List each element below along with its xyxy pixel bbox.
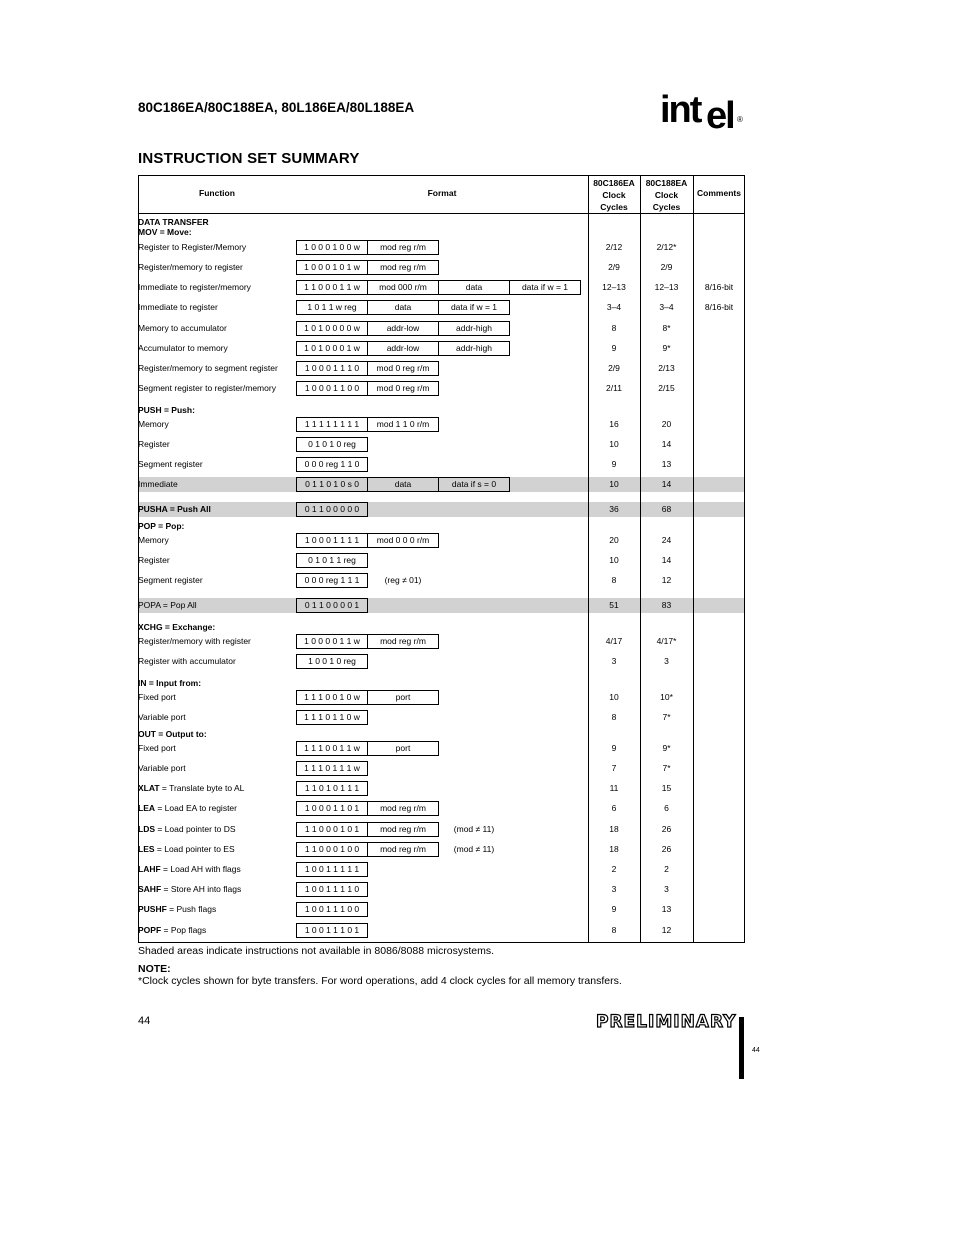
format-byte-box: 1 0 1 0 0 0 0 w: [296, 321, 368, 336]
row-function-label: [138, 656, 236, 666]
format-byte-box: 0 1 1 0 1 0 s 0: [296, 477, 368, 492]
mnemonic: PUSHF: [138, 904, 167, 914]
row-function-label: [138, 282, 251, 292]
clock-188ea: 3: [664, 884, 669, 894]
format-byte-box: 0 1 1 0 0 0 0 1: [296, 598, 368, 613]
row-function-label: [138, 343, 228, 353]
function-text: = Push All: [167, 504, 211, 514]
group-heading: IN = Input from:: [138, 678, 202, 688]
logo-text-int: int: [660, 89, 701, 131]
format-note: (mod ≠ 11): [453, 844, 495, 854]
function-text: Immediate: [138, 479, 178, 489]
section-title: INSTRUCTION SET SUMMARY: [138, 150, 360, 167]
format-byte-box: 1 0 0 0 0 1 1 w: [296, 634, 368, 649]
row-function-label: [138, 783, 244, 793]
row-function-label: [138, 439, 170, 449]
format-byte-box: 1 0 1 1 w reg: [296, 300, 368, 315]
function-text: Fixed port: [138, 743, 176, 753]
preliminary-mark: PRELIMINARY: [596, 1012, 737, 1032]
format-byte-box: 1 0 0 1 1 1 1 0: [296, 882, 368, 897]
function-text: = Load AH with flags: [160, 864, 241, 874]
row-function-label: [138, 363, 278, 373]
clock-186ea: 2: [611, 864, 617, 874]
clock-186ea: 9: [611, 459, 617, 469]
function-text: Memory to accumulator: [138, 323, 227, 333]
function-text: Segment register to register/memory: [138, 383, 276, 393]
function-text: Fixed port: [138, 692, 176, 702]
clock-188ea: 2/13: [658, 363, 675, 373]
clock-186ea: 10: [609, 479, 619, 489]
row-function-label: [138, 504, 211, 514]
row-function-label: [138, 600, 197, 610]
row-function-label: [138, 419, 169, 429]
format-byte-box: data: [367, 477, 439, 492]
format-byte-box: 1 1 1 0 1 1 1 w: [296, 761, 368, 776]
clock-186ea: 2/9: [608, 363, 620, 373]
clock-188ea: 68: [661, 504, 672, 514]
function-text: Accumulator to memory: [138, 343, 228, 353]
comment-cell: 8/16-bit: [704, 282, 734, 292]
clock-188ea: 12–13: [654, 282, 679, 292]
clock-186ea: 20: [609, 535, 619, 545]
header-80c186ea: Cycles: [600, 202, 628, 212]
row-function-label: [138, 925, 206, 935]
function-text: Register/memory to register: [138, 262, 243, 272]
clock-188ea: 7*: [662, 712, 671, 722]
header-80c186ea: 80C186EA: [593, 178, 635, 188]
row-function-label: [138, 636, 251, 646]
format-byte-box: 1 1 0 0 0 1 0 0: [296, 842, 368, 857]
row-function-label: [138, 459, 203, 469]
row-function-label: [138, 864, 241, 874]
group-heading: PUSH = Push:: [138, 405, 195, 415]
function-text: Register with accumulator: [138, 656, 236, 666]
clock-186ea: 10: [609, 692, 619, 702]
clock-188ea: 26: [661, 844, 672, 854]
mnemonic: XLAT: [138, 783, 160, 793]
function-text: = Load pointer to DS: [155, 824, 236, 834]
clock-186ea: 2/9: [608, 262, 620, 272]
format-byte-box: mod 000 r/m: [367, 280, 439, 295]
function-text: Segment register: [138, 575, 203, 585]
note-text: *Clock cycles shown for byte transfers. For word operations, add 4 clock cycles for all memory transfers.: [138, 975, 622, 987]
function-text: Register/memory with register: [138, 636, 251, 646]
row-function-label: [138, 844, 235, 854]
format-byte-box: 1 1 1 0 0 1 1 w: [296, 741, 368, 756]
format-byte-box: 1 0 0 1 1 1 1 1: [296, 862, 368, 877]
function-text: = Store AH into flags: [161, 884, 242, 894]
group-heading: MOV = Move:: [138, 227, 192, 237]
format-byte-box: mod reg r/m: [367, 801, 439, 816]
header-function: Function: [199, 188, 235, 198]
format-byte-box: mod 0 reg r/m: [367, 361, 439, 376]
clock-186ea: 11: [609, 783, 619, 793]
function-text: = Push flags: [166, 904, 217, 914]
clock-188ea: 9*: [662, 743, 671, 753]
row-function-label: [138, 884, 241, 894]
clock-188ea: 2: [664, 864, 669, 874]
clock-186ea: 36: [609, 504, 619, 514]
clock-188ea: 10*: [660, 692, 673, 702]
function-text: = Pop flags: [161, 925, 207, 935]
format-byte-box: mod 1 1 0 r/m: [367, 417, 439, 432]
format-byte-box: data: [367, 300, 439, 315]
format-byte-box: port: [367, 690, 439, 705]
group-heading: OUT = Output to:: [138, 729, 207, 739]
function-text: Immediate to register/memory: [138, 282, 251, 292]
document-title: 80C186EA/80C188EA, 80L186EA/80L188EA: [138, 100, 415, 115]
format-byte-box: 1 1 1 0 1 1 0 w: [296, 710, 368, 725]
format-byte-box: 1 0 0 1 0 reg: [296, 654, 368, 669]
function-text: Variable port: [138, 712, 186, 722]
clock-186ea: 8: [611, 925, 617, 935]
shaded-area-footnote: Shaded areas indicate instructions not available in 8086/8088 microsystems.: [138, 945, 495, 957]
format-byte-box: 1 1 1 1 1 1 1 1: [296, 417, 368, 432]
logo-text-el: el: [706, 95, 734, 132]
clock-188ea: 7*: [662, 763, 671, 773]
clock-188ea: 12: [661, 925, 672, 935]
header-80c188ea: Cycles: [652, 202, 681, 212]
side-bar: [739, 1017, 744, 1079]
clock-188ea: 4/17*: [656, 636, 677, 646]
row-function-label: [138, 479, 178, 489]
clock-188ea: 14: [661, 479, 672, 489]
function-text: Variable port: [138, 763, 186, 773]
clock-188ea: 14: [661, 555, 672, 565]
clock-188ea: 3–4: [659, 302, 674, 312]
format-byte-box: 1 0 0 0 1 0 1 w: [296, 260, 368, 275]
row-function-label: [138, 302, 218, 312]
function-text: POPA = Pop All: [138, 600, 197, 610]
format-byte-box: mod reg r/m: [367, 842, 439, 857]
function-text: Segment register: [138, 459, 203, 469]
note-heading: NOTE:: [138, 963, 171, 975]
group-heading: DATA TRANSFER: [138, 217, 209, 227]
format-byte-box: port: [367, 741, 439, 756]
mnemonic: LAHF: [138, 864, 161, 874]
row-function-label: [138, 555, 170, 565]
clock-186ea: 2/11: [606, 383, 622, 393]
clock-186ea: 10: [609, 439, 619, 449]
mnemonic: PUSHA: [138, 504, 168, 514]
row-function-label: [138, 763, 186, 773]
function-text: Memory: [138, 535, 169, 545]
clock-186ea: 16: [609, 419, 619, 429]
group-heading: POP = Pop:: [138, 521, 185, 531]
mnemonic: POPF: [138, 925, 162, 935]
clock-188ea: 2/15: [658, 383, 675, 393]
format-byte-box: 1 1 0 1 0 1 1 1: [296, 781, 368, 796]
clock-188ea: 26: [661, 824, 672, 834]
clock-188ea: 2/9: [660, 262, 673, 272]
clock-186ea: 9: [611, 904, 617, 914]
clock-188ea: 13: [661, 459, 672, 469]
clock-186ea: 51: [609, 600, 619, 610]
function-text: Register: [138, 555, 170, 565]
clock-186ea: 2/12: [605, 242, 623, 252]
format-byte-box: mod 0 0 0 r/m: [367, 533, 439, 548]
header-80c186ea: Clock: [602, 190, 626, 200]
logo-registered: ®: [737, 115, 743, 124]
format-byte-box: 0 0 0 reg 1 1 0: [296, 457, 368, 472]
row-function-label: [138, 535, 169, 545]
comment-cell: 8/16-bit: [704, 302, 734, 312]
format-byte-box: data if w = 1: [438, 300, 510, 315]
format-byte-box: addr-low: [367, 321, 439, 336]
clock-186ea: 7: [611, 763, 617, 773]
row-function-label: [138, 803, 237, 813]
format-byte-box: 0 1 0 1 1 reg: [296, 553, 368, 568]
clock-186ea: 9: [611, 343, 617, 353]
format-byte-box: 1 1 0 0 0 1 1 w: [296, 280, 368, 295]
row-function-label: [138, 743, 176, 753]
format-byte-box: mod reg r/m: [367, 634, 439, 649]
clock-188ea: 6: [664, 803, 669, 813]
mnemonic: LEA: [138, 803, 155, 813]
format-byte-box: 1 0 0 1 1 1 0 1: [296, 923, 368, 938]
format-byte-box: data: [438, 280, 510, 295]
format-byte-box: addr-high: [438, 321, 510, 336]
format-byte-box: 1 0 0 0 1 1 1 0: [296, 361, 368, 376]
format-byte-box: mod reg r/m: [367, 240, 439, 255]
clock-186ea: 8: [611, 712, 617, 722]
clock-188ea: 14: [661, 439, 672, 449]
row-function-label: [138, 323, 227, 333]
format-byte-box: addr-high: [438, 341, 510, 356]
function-text: Register to Register/Memory: [138, 242, 247, 252]
format-byte-box: 1 0 0 0 1 1 1 1: [296, 533, 368, 548]
clock-188ea: 9*: [662, 343, 671, 353]
clock-186ea: 12–13: [602, 282, 626, 292]
function-text: Memory: [138, 419, 169, 429]
header-80c188ea: Clock: [654, 190, 679, 200]
format-note: (mod ≠ 11): [453, 824, 495, 834]
clock-188ea: 83: [661, 600, 672, 610]
row-function-label: [138, 904, 216, 914]
format-byte-box: 1 0 0 0 1 0 0 w: [296, 240, 368, 255]
clock-188ea: 12: [661, 575, 672, 585]
format-byte-box: 1 0 0 1 1 1 0 0: [296, 902, 368, 917]
header-80c188ea: 80C188EA: [645, 178, 688, 188]
format-byte-box: addr-low: [367, 341, 439, 356]
clock-186ea: 4/17: [605, 636, 623, 646]
function-text: Register: [138, 439, 170, 449]
mnemonic: LES: [138, 844, 155, 854]
clock-186ea: 18: [609, 824, 619, 834]
intel-logo: [660, 88, 750, 132]
format-byte-box: data if w = 1: [509, 280, 581, 295]
row-function-label: [138, 383, 276, 393]
clock-186ea: 3–4: [606, 302, 622, 312]
mnemonic: SAHF: [138, 884, 162, 894]
page-number: 44: [138, 1015, 151, 1027]
function-text: Immediate to register: [138, 302, 218, 312]
clock-188ea: 2/12*: [656, 242, 677, 252]
clock-188ea: 15: [661, 783, 672, 793]
function-text: = Load EA to register: [155, 803, 237, 813]
clock-186ea: 8: [611, 323, 617, 333]
clock-188ea: 3: [664, 656, 669, 666]
row-function-label: [138, 692, 176, 702]
clock-186ea: 18: [609, 844, 619, 854]
format-byte-box: mod reg r/m: [367, 260, 439, 275]
clock-188ea: 13: [661, 904, 672, 914]
format-byte-box: 0 1 1 0 0 0 0 0: [296, 502, 368, 517]
clock-188ea: 24: [661, 535, 672, 545]
clock-186ea: 6: [611, 803, 617, 813]
mnemonic: LDS: [138, 824, 155, 834]
function-text: = Translate byte to AL: [159, 783, 245, 793]
clock-186ea: 3: [611, 656, 617, 666]
clock-188ea: 8*: [662, 323, 671, 333]
row-function-label: [138, 262, 243, 272]
format-byte-box: 1 0 0 0 1 1 0 1: [296, 801, 368, 816]
format-note: (reg ≠ 01): [384, 575, 422, 585]
row-function-label: [138, 824, 236, 834]
row-function-label: [138, 712, 186, 722]
clock-186ea: 8: [611, 575, 617, 585]
format-byte-box: 0 0 0 reg 1 1 1: [296, 573, 368, 588]
clock-186ea: 3: [611, 884, 617, 894]
format-byte-box: 0 1 0 1 0 reg: [296, 437, 368, 452]
row-function-label: [138, 242, 246, 252]
format-byte-box: 1 1 0 0 0 1 0 1: [296, 822, 368, 837]
header-comments: Comments: [697, 188, 741, 198]
side-page-number: 44: [752, 1047, 760, 1054]
row-function-label: [138, 575, 203, 585]
format-byte-box: 1 0 0 0 1 1 0 0: [296, 381, 368, 396]
group-heading: XCHG = Exchange:: [138, 622, 216, 632]
format-byte-box: data if s = 0: [438, 477, 510, 492]
format-byte-box: mod reg r/m: [367, 822, 439, 837]
clock-188ea: 20: [661, 419, 672, 429]
header-format: Format: [427, 188, 457, 198]
format-byte-box: 1 0 1 0 0 0 1 w: [296, 341, 368, 356]
format-byte-box: 1 1 1 0 0 1 0 w: [296, 690, 368, 705]
clock-186ea: 9: [611, 743, 617, 753]
function-text: = Load pointer to ES: [154, 844, 235, 854]
function-text: Register/memory to segment register: [138, 363, 278, 373]
format-byte-box: mod 0 reg r/m: [367, 381, 439, 396]
clock-186ea: 10: [609, 555, 619, 565]
